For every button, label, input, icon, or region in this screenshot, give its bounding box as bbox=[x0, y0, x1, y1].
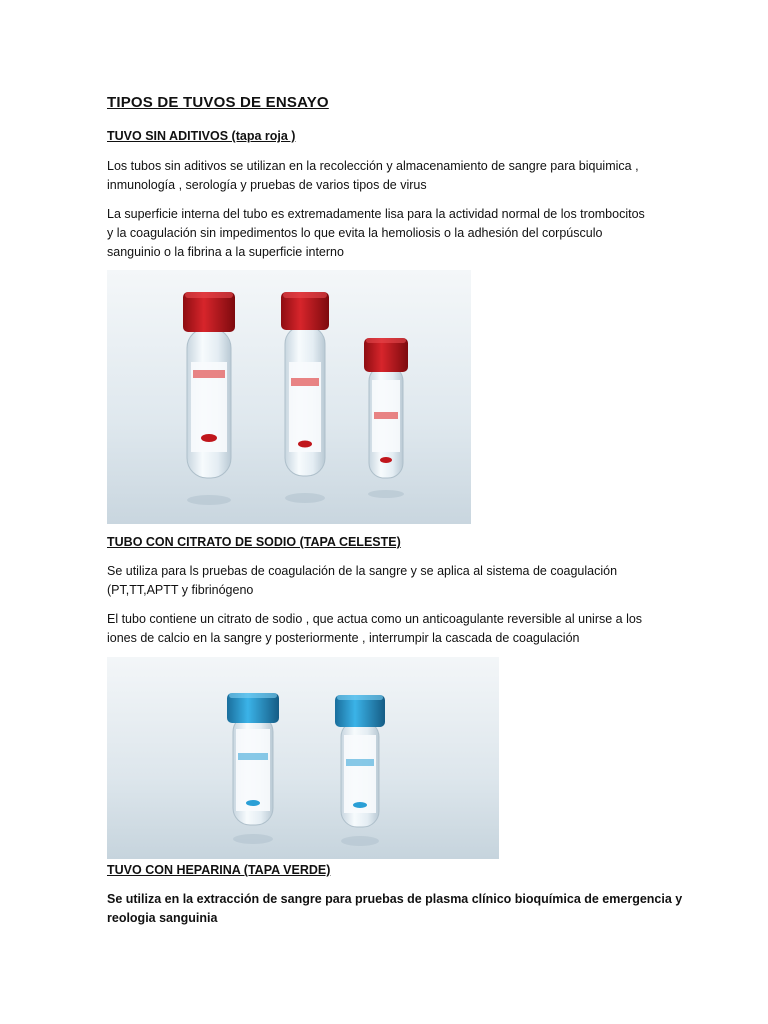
paragraph-4-line-1: El tubo contiene un citrato de sodio , que actua como un anticoagulante reversible al unirse a los bbox=[107, 612, 643, 626]
paragraph-5-line-1: Se utiliza en la extracción de sangre para pruebas de plasma clínico bioquímica de emergencia y bbox=[107, 892, 683, 906]
blue-cap-tubes-photo bbox=[107, 657, 499, 859]
section-heading-red: TUVO SIN ADITIVOS (tapa roja ) bbox=[107, 129, 296, 143]
paragraph-2-line-1: La superficie interna del tubo es extremadamente lisa para la actividad normal de los trombocitos bbox=[107, 207, 645, 221]
section-heading-celeste: TUBO CON CITRATO DE SODIO (TAPA CELESTE) bbox=[107, 535, 401, 549]
paragraph-4-line-2: iones de calcio en la sangre y posteriormente , interrumpir la cascada de coagulación bbox=[107, 631, 580, 645]
red-cap-tubes-photo bbox=[107, 270, 471, 524]
section-heading-verde: TUVO CON HEPARINA (TAPA VERDE) bbox=[107, 863, 331, 877]
paragraph-3-line-2: (PT,TT,APTT y fibrinógeno bbox=[107, 583, 254, 597]
paragraph-1-line-1: Los tubos sin aditivos se utilizan en la recolección y almacenamiento de sangre para biquimica , bbox=[107, 159, 639, 173]
paragraph-2-line-2: y la coagulación sin impedimentos lo que evita la hemoliosis o la adhesión del corpúsculo bbox=[107, 226, 603, 240]
paragraph-2-line-3: sanguinio o la fibrina a la superficie interno bbox=[107, 245, 344, 259]
paragraph-3-line-1: Se utiliza para ls pruebas de coagulación de la sangre y se aplica al sistema de coagulación bbox=[107, 564, 618, 578]
document-title: TIPOS DE TUVOS DE ENSAYO bbox=[107, 94, 329, 111]
paragraph-1-line-2: inmunología , serología y pruebas de varios tipos de virus bbox=[107, 178, 427, 192]
paragraph-5-line-2: reologia sanguinia bbox=[107, 911, 218, 925]
